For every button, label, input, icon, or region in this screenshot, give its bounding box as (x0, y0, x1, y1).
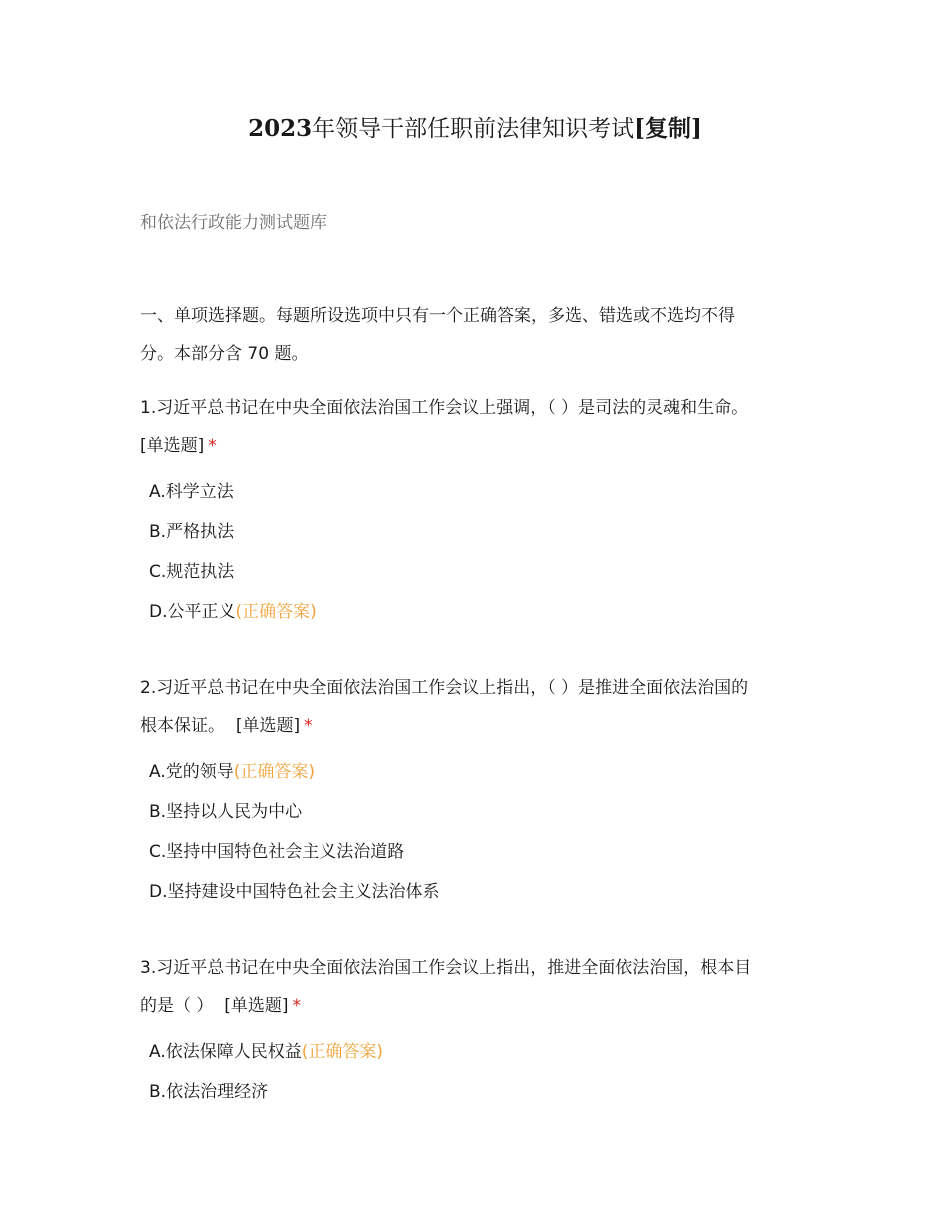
options-question-1 (149, 472, 317, 632)
question-number: 1. (140, 398, 157, 418)
required-asterisk: * (304, 716, 313, 736)
option-label: D.坚持建设中国特色社会主义法治体系 (149, 882, 440, 902)
question-type: [单选题] (235, 716, 301, 736)
question-number: 2. (140, 678, 157, 698)
required-asterisk: * (208, 436, 217, 456)
page-title (0, 110, 950, 143)
option-label: B.坚持以人民为中心 (149, 802, 303, 822)
question-1 (140, 389, 820, 465)
question-meta (140, 427, 820, 465)
page-subtitle: 和依法行政能力测试题库 (140, 213, 327, 233)
question-meta (140, 707, 820, 745)
section-intro-line-2: 分。本部分含 70 题。 (140, 344, 309, 364)
question-number: 3. (140, 958, 157, 978)
option-label: C.坚持中国特色社会主义法治道路 (149, 842, 405, 862)
question-line-1: 习近平总书记在中央全面依法治国工作会议上强调，（ ）是司法的灵魂和生命。 (156, 398, 749, 418)
option-b[interactable] (149, 1072, 383, 1112)
question-text (140, 949, 820, 987)
option-b[interactable] (149, 512, 317, 552)
question-text (140, 389, 820, 427)
option-d[interactable] (149, 592, 317, 632)
option-b[interactable] (149, 792, 440, 832)
title-year: 2023 (248, 115, 313, 142)
title-text: 年领导干部任职前法律知识考试 (312, 116, 635, 142)
correct-answer-tag: (正确答案) (233, 762, 315, 782)
question-line-2: 根本保证。 (140, 716, 225, 736)
option-label: A.党的领导 (149, 762, 234, 782)
question-line-2: 的是（ ） (140, 996, 214, 1016)
option-a[interactable] (149, 1032, 383, 1072)
question-line-1: 习近平总书记在中央全面依法治国工作会议上指出，（ ）是推进全面依法治国的 (156, 678, 749, 698)
option-label: A.科学立法 (149, 482, 234, 502)
option-label: A.依法保障人民权益 (149, 1042, 302, 1062)
question-type: [单选题] (224, 996, 289, 1016)
options-question-2 (149, 752, 440, 912)
title-tag: [复制] (634, 115, 702, 142)
section-intro-line-1: 一、单项选择题。每题所设选项中只有一个正确答案，多选、错选或不选均不得 (140, 306, 735, 326)
question-meta (140, 987, 820, 1025)
options-question-3 (149, 1032, 383, 1112)
correct-answer-tag: (正确答案) (301, 1042, 383, 1062)
question-3 (140, 949, 820, 1025)
option-label: D.公平正义 (149, 602, 236, 622)
section-intro (140, 297, 820, 373)
question-2 (140, 669, 820, 745)
option-label: B.严格执法 (149, 522, 235, 542)
option-c[interactable] (149, 552, 317, 592)
option-d[interactable] (149, 872, 440, 912)
correct-answer-tag: (正确答案) (235, 602, 317, 622)
option-a[interactable] (149, 472, 317, 512)
option-label: C.规范执法 (149, 562, 235, 582)
question-line-1: 习近平总书记在中央全面依法治国工作会议上指出，推进全面依法治国，根本目 (156, 958, 752, 978)
option-label: B.依法治理经济 (149, 1082, 269, 1102)
question-type: [单选题] (140, 436, 205, 456)
required-asterisk: * (292, 996, 301, 1016)
question-text (140, 669, 820, 707)
option-a[interactable] (149, 752, 440, 792)
option-c[interactable] (149, 832, 440, 872)
